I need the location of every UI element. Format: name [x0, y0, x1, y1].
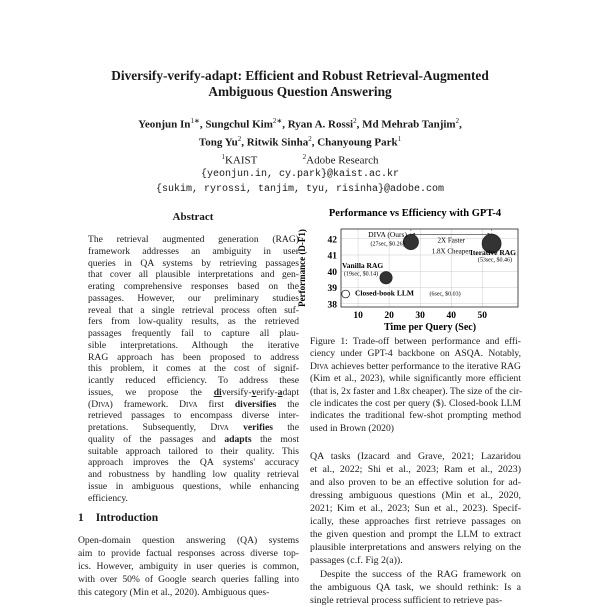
text-span: the most	[251, 433, 299, 445]
text-line: (that is, 2x faster and 1.8x cheaper). The size of the cir-	[310, 385, 523, 397]
text-line: suitable approach tailored to their quality. This	[88, 445, 299, 457]
text-line: cle indicates the cost per query ($). Closed-book LLM	[310, 397, 521, 409]
text-line	[88, 399, 299, 411]
text-span: di	[213, 386, 222, 398]
text-span: verifies	[243, 422, 273, 433]
text-line: this problem, it comes at the cost of signif-	[88, 363, 299, 375]
text-line: approach improves the QA systems' accuracy	[88, 457, 299, 469]
text-line: (Kim et al., 2023), while significantly more efficient	[310, 373, 521, 385]
text-line	[310, 361, 521, 373]
email-adobe: {sukim, ryrossi, tanjim, tyu, risinha}@adobe.com	[155, 183, 445, 195]
annotation-cheaper: 1.8X Cheaper	[431, 247, 471, 256]
y-tick-label: 40	[327, 267, 337, 278]
y-axis-label: Performance (D-F1)	[297, 229, 307, 307]
text-line: Open-domain question answering (QA) systems	[78, 535, 299, 546]
paper-title: Diversify-verify-adapt: Efficient and Robust Retrieval-Augmented Ambiguous Question Answering	[111, 68, 489, 99]
text-span: achieves better performance to the iterative RAG	[328, 360, 521, 372]
author-affiliation-mark: 2	[308, 135, 312, 144]
text-line: retrieved passages to encompass diverse inter-	[88, 410, 299, 422]
authors-line-1: Yeonjun $In^{1∗}$, Sungchul Kim$^{2∗}$, Ryan A. Rossi$^2$, Md Mehrab Tanjim$^2$,	[138, 117, 462, 131]
author-affiliation-mark: 1	[397, 135, 402, 144]
email-kaist: {yeonjun.in, cy.park}@kaist.ac.kr	[200, 169, 400, 181]
text-line: issue in ambiguous questions, while enhancing	[88, 480, 299, 492]
text-line: reveal that a single retrieval process often suf-	[88, 304, 299, 316]
text-line: and robustness by handling low quality retrieval	[88, 469, 299, 480]
text-span: Diva	[179, 398, 198, 410]
point-label: DIVA (Ours)	[368, 230, 407, 240]
text-line	[88, 422, 299, 434]
right-column-paragraph-2	[310, 568, 521, 607]
author-block	[0, 114, 600, 197]
text-line: The retrieval augmented generation (RAG)	[88, 234, 299, 245]
text-span: quality of the passages and	[88, 433, 225, 445]
y-tick-label: 39	[327, 284, 337, 294]
x-tick-label: 20	[384, 311, 394, 321]
text-line: queries in QA systems by retrieving passages	[88, 257, 299, 269]
text-line: ciency under GPT-4 backbone on ASQA. Notably,	[310, 348, 521, 360]
point-detail: (6sec, $0.03)	[429, 291, 461, 298]
abstract-heading: Abstract	[172, 211, 214, 223]
x-tick-label: 50	[477, 311, 488, 321]
intro-body	[78, 534, 299, 599]
text-span: versify-	[221, 386, 252, 398]
author-name: Yeonjun In	[138, 118, 191, 131]
x-tick-label: 10	[353, 311, 363, 321]
text-line: RAG approach has been proposed to address	[88, 351, 299, 363]
author-affiliation-mark: 2	[237, 135, 242, 144]
text-line: fers from low-quality results, as the retrieved	[88, 316, 299, 328]
y-tick-label: 42	[327, 235, 337, 246]
text-line: icantly reduced efficiency. To address these	[88, 375, 299, 386]
text-line: this category (Min et al., 2020). Ambiguous ques-	[78, 587, 270, 598]
text-span: dapt	[282, 386, 299, 398]
text-span: Diva	[310, 360, 329, 372]
text-span: (	[88, 398, 92, 410]
author-affiliation-mark: 2	[353, 117, 357, 125]
text-span: v	[251, 386, 257, 398]
text-line: et al., 2022; Shi et al., 2023; Ram et al., 2023)	[310, 464, 521, 475]
y-tick-label: 41	[327, 251, 337, 262]
text-line: passages. However, our preliminary studies	[88, 292, 299, 304]
point-detail: (53sec, $0.46)	[477, 257, 512, 264]
data-point	[342, 290, 350, 298]
author-affiliation-mark: 2	[455, 117, 460, 125]
text-span: Diva	[210, 422, 229, 433]
right-column-body	[310, 450, 521, 567]
text-line: dressing ambiguous questions (Min et al., 2020,	[310, 490, 521, 501]
text-line	[88, 434, 299, 446]
x-tick-label: 40	[446, 311, 456, 321]
text-span: pretations. Subsequently,	[88, 422, 211, 433]
text-line: plausible interpretations and answers relying on the	[310, 542, 521, 553]
text-span: a	[277, 386, 283, 398]
text-line: efficiency.	[88, 492, 128, 504]
text-line: with over 50% of Google search queries falling into	[78, 574, 299, 585]
text-span: ) framework.	[109, 398, 180, 410]
text-line: single retrieval process sufficient to retrieve pas-	[310, 595, 503, 606]
point-label: Vanilla RAG	[342, 261, 384, 270]
author-name: Ritwik Sinha	[246, 136, 309, 149]
point-label: Closed-book LLM	[354, 288, 414, 298]
author-name: Ryan A. Rossi	[287, 118, 354, 131]
text-line: passages frequently fail to capture all plau-	[88, 328, 299, 339]
text-line: the given question and prompt the LLM to extract	[310, 529, 521, 540]
text-line: indicates the traditional few-shot prompting method	[310, 410, 521, 422]
text-line: Despite the success of the RAG framework on	[320, 569, 521, 580]
abstract-body	[88, 234, 299, 504]
intro-heading: 1 Introduction	[78, 512, 159, 524]
text-line: passages (c.f. Fig 2(a)).	[310, 555, 403, 566]
data-point	[380, 272, 392, 284]
text-line: ics. However, ambiguity in user queries is common,	[78, 561, 299, 572]
text-span: the	[276, 398, 299, 410]
text-span: first	[197, 398, 235, 410]
text-line: used in Brown (2020)	[310, 422, 394, 434]
text-span: erify-	[256, 386, 278, 398]
point-label: Iterative RAG	[469, 248, 516, 257]
author-name: Chanyoung Park	[317, 136, 398, 149]
x-axis-label: Time per Query (Sec)	[383, 322, 477, 333]
text-span: Diva	[91, 398, 110, 410]
figure-1-chart	[290, 200, 530, 335]
author-name: Sungchul Kim	[205, 118, 273, 131]
text-line: and also proven to be an effective solution for ad-	[310, 477, 521, 488]
y-tick-label: 38	[327, 300, 337, 311]
text-line: sible interpretations. Although the iterative	[88, 339, 299, 351]
chart-title: Performance vs Efficiency with GPT-4	[328, 208, 502, 219]
x-tick-label: 30	[415, 311, 425, 321]
text-line	[88, 387, 299, 399]
text-line: QA tasks (Izacard and Grave, 2021; Lazaridou	[310, 451, 521, 462]
author-affiliation-mark: 1∗	[190, 117, 200, 125]
text-line: the ambiguous QA task, we should rethink: Is a	[310, 582, 521, 593]
authors-line-2: Tong Yu$^2$, Ritwik Sinha$^2$, Chanyoung Park$^1$	[198, 135, 402, 149]
author-name: Md Mehrab Tanjim	[362, 118, 456, 131]
text-line: Figure 1: Trade-off between performance and effi-	[310, 336, 521, 347]
text-span: the	[272, 422, 299, 433]
text-line: erating comprehensive responses based on the	[88, 281, 299, 292]
text-span: adapts	[224, 433, 252, 445]
text-span: issues, we propose the	[88, 386, 214, 398]
annotation-faster: 2X Faster	[437, 236, 465, 245]
text-span: diversifies	[234, 398, 277, 410]
text-span	[229, 422, 243, 433]
author-name: Tong Yu	[198, 136, 238, 149]
point-detail: (19sec, $0.14)	[344, 271, 379, 278]
text-line: 2021; Kim et al., 2023; Sun et al., 2023). Specif-	[310, 503, 521, 514]
text-line: framework addresses an ambiguity in user	[88, 245, 299, 257]
figure-caption	[310, 336, 521, 435]
author-affiliation-mark: 2∗	[272, 117, 283, 125]
point-detail: (27sec, $0.26)	[370, 241, 405, 248]
text-line: aim to provide factual responses across diverse top-	[78, 548, 299, 559]
text-line: ically, these approaches first retrieve passages on	[310, 516, 521, 527]
affiliations: $^1$KAIST $^2$Adobe Research	[221, 153, 379, 167]
text-line: that cover all plausible interpretations and gen-	[88, 269, 299, 281]
